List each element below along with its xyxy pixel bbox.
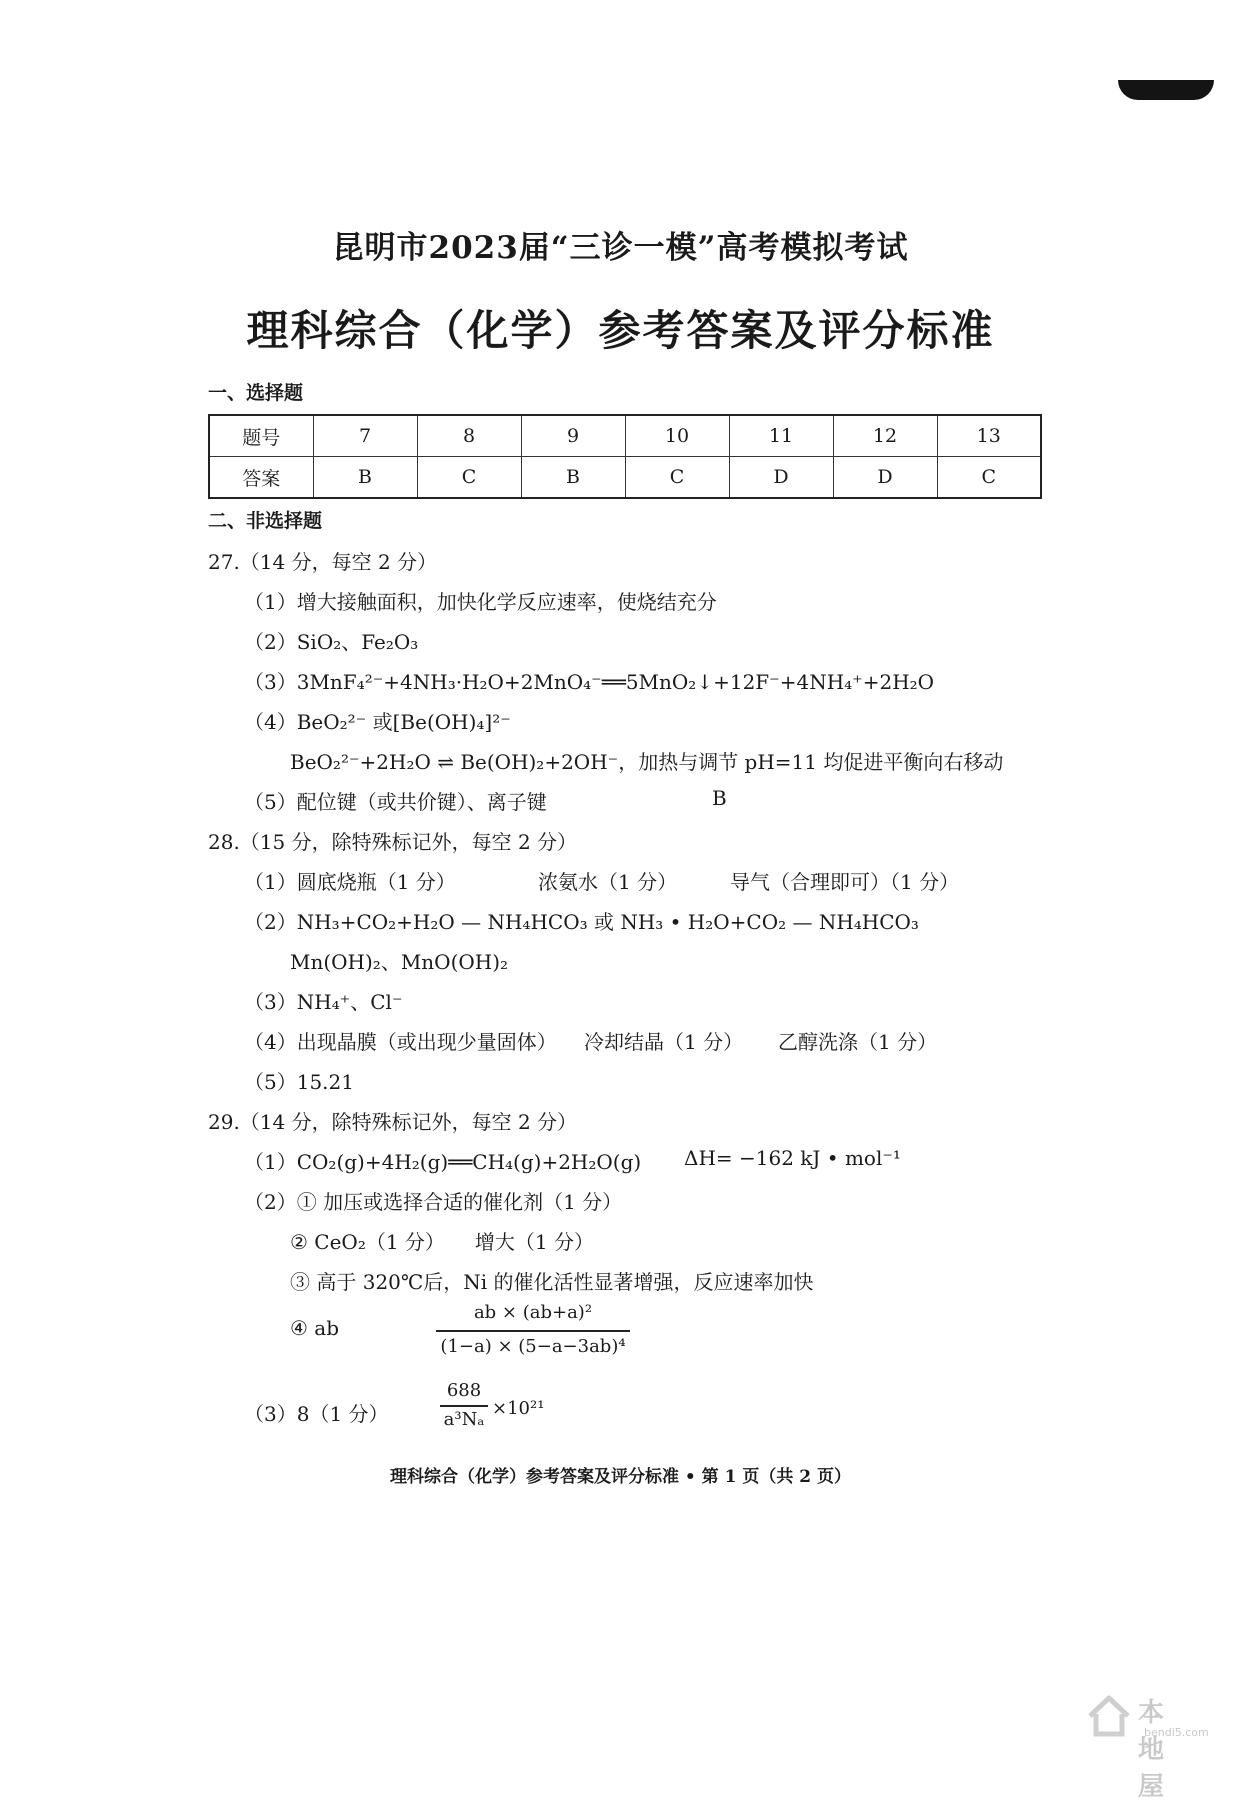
question-number: 9 bbox=[521, 415, 625, 457]
q29-answer-1: （1）CO₂(g)+4H₂(g)══CH₄(g)+2H₂O(g) bbox=[244, 1150, 642, 1174]
q28-answer-1-part1: （1）圆底烧瓶（1 分） bbox=[244, 870, 456, 894]
answer-cell: B bbox=[521, 457, 625, 499]
q28-answer-1-part3: 导气（合理即可）（1 分） bbox=[730, 870, 960, 894]
row-label-answer: 答案 bbox=[209, 457, 313, 499]
row-label-number: 题号 bbox=[209, 415, 313, 457]
section-choice-heading: 一、选择题 bbox=[208, 382, 304, 404]
q27-answer-5: （5）配位键（或共价键）、离子键 bbox=[244, 790, 547, 814]
kp-fraction-bar bbox=[436, 1330, 630, 1332]
table-row-answers bbox=[209, 457, 1041, 499]
q28-answer-5: （5）15.21 bbox=[244, 1070, 354, 1094]
page-tab-mark bbox=[1118, 80, 1214, 100]
q27-answer-4b: BeO₂²⁻+2H₂O ⇌ Be(OH)₂+2OH⁻，加热与调节 pH=11 均促进平衡向右移动 bbox=[290, 750, 1004, 774]
q28-answer-3: （3）NH₄⁺、Cl⁻ bbox=[244, 990, 403, 1014]
density-fraction-bar bbox=[440, 1405, 488, 1407]
document-subtitle: 理科综合（化学）参考答案及评分标准 bbox=[246, 306, 995, 355]
kp-fraction-denominator: (1−a) × (5−a−3ab)⁴ bbox=[440, 1336, 626, 1357]
question-number: 12 bbox=[833, 415, 937, 457]
question-number: 8 bbox=[417, 415, 521, 457]
q28-answer-1-part2: 浓氨水（1 分） bbox=[538, 870, 678, 894]
q29-answer-2-4-label: ④ ab bbox=[290, 1316, 340, 1340]
exam-title: 昆明市2023届“三诊一模”高考模拟考试 bbox=[332, 230, 909, 266]
q29-title: 29.（14 分，除特殊标记外，每空 2 分） bbox=[208, 1110, 578, 1134]
q29-answer-2-2: ② CeO₂（1 分） 增大（1 分） bbox=[290, 1230, 595, 1254]
answer-table bbox=[208, 414, 1042, 499]
density-numerator: 688 bbox=[446, 1380, 482, 1401]
q28-answer-4-part2: 冷却结晶（1 分） bbox=[584, 1030, 744, 1054]
house-logo-icon bbox=[1086, 1692, 1132, 1738]
section-nonchoice-heading: 二、非选择题 bbox=[208, 510, 323, 532]
table-row-numbers bbox=[209, 415, 1041, 457]
q29-answer-2-1: （2）① 加压或选择合适的催化剂（1 分） bbox=[244, 1190, 623, 1214]
watermark-url: bendi5.com bbox=[1144, 1726, 1209, 1739]
question-number: 11 bbox=[729, 415, 833, 457]
density-multiplier: ×10²¹ bbox=[492, 1398, 545, 1419]
q27-title: 27.（14 分，每空 2 分） bbox=[208, 550, 438, 574]
q29-answer-1-enthalpy: ΔH= −162 kJ • mol⁻¹ bbox=[684, 1146, 901, 1170]
answer-cell: D bbox=[729, 457, 833, 499]
q29-answer-3: （3）8（1 分） bbox=[244, 1402, 389, 1426]
answer-cell: C bbox=[625, 457, 729, 499]
q27-answer-4a: （4）BeO₂²⁻ 或[Be(OH)₄]²⁻ bbox=[244, 710, 511, 734]
question-number: 10 bbox=[625, 415, 729, 457]
answer-cell: C bbox=[937, 457, 1041, 499]
kp-fraction-numerator: ab × (ab+a)² bbox=[473, 1302, 593, 1323]
q27-answer-3: （3）3MnF₄²⁻+4NH₃·H₂O+2MnO₄⁻══5MnO₂↓+12F⁻+4NH₄⁺+2H₂O bbox=[244, 670, 935, 694]
q28-answer-2b: Mn(OH)₂、MnO(OH)₂ bbox=[290, 950, 509, 974]
q27-answer-5-choice: B bbox=[712, 786, 727, 810]
q28-answer-4-part1: （4）出现晶膜（或出现少量固体） bbox=[244, 1030, 557, 1054]
page-footer: 理科综合（化学）参考答案及评分标准 • 第 1 页（共 2 页） bbox=[389, 1467, 852, 1487]
watermark-name: 本地屋 bbox=[1138, 1698, 1165, 1802]
q28-title: 28.（15 分，除特殊标记外，每空 2 分） bbox=[208, 830, 578, 854]
question-number: 7 bbox=[313, 415, 417, 457]
question-number: 13 bbox=[937, 415, 1041, 457]
q28-answer-2a: （2）NH₃+CO₂+H₂O — NH₄HCO₃ 或 NH₃ • H₂O+CO₂ — NH₄HCO₃ bbox=[244, 910, 919, 934]
answer-cell: B bbox=[313, 457, 417, 499]
q28-answer-4-part3: 乙醇洗涤（1 分） bbox=[778, 1030, 938, 1054]
answer-cell: C bbox=[417, 457, 521, 499]
q27-answer-2: （2）SiO₂、Fe₂O₃ bbox=[244, 630, 419, 654]
q29-answer-2-3: ③ 高于 320℃后，Ni 的催化活性显著增强，反应速率加快 bbox=[290, 1270, 814, 1294]
density-denominator: a³Nₐ bbox=[443, 1409, 485, 1430]
q27-answer-1: （1）增大接触面积，加快化学反应速率，使烧结充分 bbox=[244, 590, 717, 614]
answer-cell: D bbox=[833, 457, 937, 499]
